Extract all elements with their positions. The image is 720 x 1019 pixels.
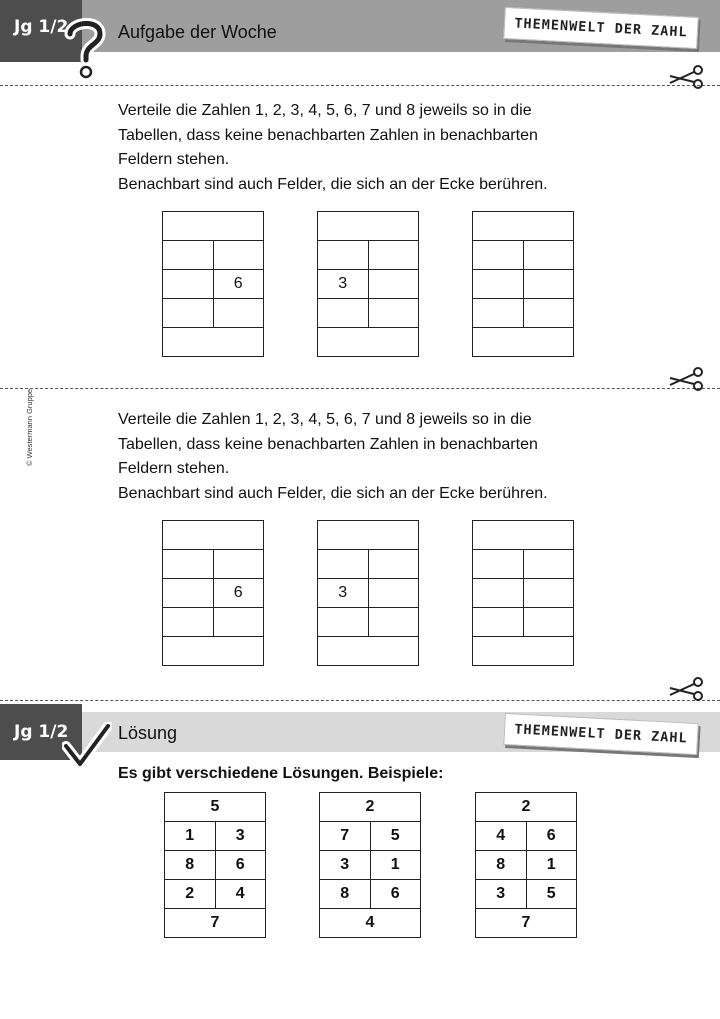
table-cell bbox=[318, 328, 419, 357]
table-cell bbox=[473, 328, 574, 357]
table-cell bbox=[523, 270, 574, 299]
table-cell bbox=[473, 241, 524, 270]
table-cell: 5 bbox=[526, 880, 577, 909]
grade-tag: Jg 1/2 bbox=[0, 0, 82, 62]
table-cell bbox=[213, 608, 264, 637]
table-cell bbox=[368, 550, 419, 579]
table-cell bbox=[473, 299, 524, 328]
number-table bbox=[317, 520, 419, 666]
table-cell bbox=[318, 637, 419, 666]
table-cell: 5 bbox=[165, 793, 266, 822]
table-cell: 4 bbox=[215, 880, 266, 909]
table-cell bbox=[163, 299, 214, 328]
table-cell bbox=[318, 521, 419, 550]
checkmark-icon bbox=[62, 722, 112, 770]
table-cell: 6 bbox=[213, 579, 264, 608]
question-mark-icon bbox=[64, 16, 106, 80]
brand-label: THEMENWELT DER ZAHL bbox=[503, 7, 698, 49]
table-cell bbox=[473, 521, 574, 550]
number-table bbox=[317, 211, 419, 357]
instruction-line: Feldern stehen. bbox=[118, 151, 230, 168]
copyright-note: © Westermann Gruppe bbox=[25, 388, 34, 466]
table-cell: 6 bbox=[526, 822, 577, 851]
number-table bbox=[472, 211, 574, 357]
table-cell: 3 bbox=[476, 880, 527, 909]
table-cell bbox=[318, 212, 419, 241]
table-cell: 7 bbox=[476, 909, 577, 938]
table-cell: 6 bbox=[213, 270, 264, 299]
table-cell bbox=[318, 241, 369, 270]
cut-line bbox=[0, 85, 720, 86]
number-table bbox=[472, 520, 574, 666]
number-table bbox=[319, 792, 421, 938]
table-cell bbox=[318, 299, 369, 328]
table-cell: 4 bbox=[320, 909, 421, 938]
table-cell bbox=[523, 241, 574, 270]
table-cell bbox=[523, 579, 574, 608]
instruction-line: Tabellen, dass keine benachbarten Zahlen in benachbarten bbox=[118, 126, 538, 144]
number-table bbox=[162, 520, 264, 666]
solution-heading: Es gibt verschiedene Lösungen. Beispiele: bbox=[118, 765, 444, 782]
table-cell bbox=[163, 212, 264, 241]
table-cell bbox=[523, 550, 574, 579]
table-cell: 1 bbox=[526, 851, 577, 880]
number-table bbox=[164, 792, 266, 938]
table-cell bbox=[163, 521, 264, 550]
table-cell bbox=[163, 608, 214, 637]
table-cell: 2 bbox=[476, 793, 577, 822]
number-table bbox=[475, 792, 577, 938]
instruction-line: Tabellen, dass keine benachbarten Zahlen in benachbarten bbox=[118, 435, 538, 453]
table-cell: 4 bbox=[476, 822, 527, 851]
cut-line bbox=[0, 388, 720, 389]
instruction-line: Benachbart sind auch Felder, die sich an der Ecke berühren. bbox=[118, 484, 548, 502]
grade-tag: Jg 1/2 bbox=[0, 704, 82, 760]
table-cell bbox=[163, 550, 214, 579]
instruction-line: Verteile die Zahlen 1, 2, 3, 4, 5, 6, 7 und 8 jeweils so in die bbox=[118, 411, 532, 428]
table-cell bbox=[163, 637, 264, 666]
table-cell: 2 bbox=[165, 880, 216, 909]
table-cell bbox=[318, 550, 369, 579]
instruction-line: Benachbart sind auch Felder, die sich an der Ecke berühren. bbox=[118, 175, 548, 193]
instruction-line: Verteile die Zahlen 1, 2, 3, 4, 5, 6, 7 und 8 jeweils so in die bbox=[118, 102, 532, 119]
task-instructions bbox=[118, 408, 618, 506]
number-table bbox=[162, 211, 264, 357]
table-cell: 6 bbox=[370, 880, 421, 909]
table-cell bbox=[473, 608, 524, 637]
table-cell: 3 bbox=[318, 270, 369, 299]
table-cell: 3 bbox=[215, 822, 266, 851]
table-cell: 1 bbox=[165, 822, 216, 851]
table-cell bbox=[213, 550, 264, 579]
table-cell bbox=[213, 241, 264, 270]
scissors-icon bbox=[668, 676, 708, 702]
table-cell bbox=[163, 270, 214, 299]
table-cell bbox=[473, 550, 524, 579]
scissors-icon bbox=[668, 366, 708, 392]
table-cell bbox=[163, 579, 214, 608]
table-cell bbox=[473, 270, 524, 299]
table-cell bbox=[473, 637, 574, 666]
table-cell bbox=[473, 212, 574, 241]
brand-label: THEMENWELT DER ZAHL bbox=[503, 713, 698, 755]
table-cell: 8 bbox=[476, 851, 527, 880]
table-cell bbox=[368, 579, 419, 608]
instruction-line: Feldern stehen. bbox=[118, 460, 230, 477]
page-title: Aufgabe der Woche bbox=[118, 22, 277, 42]
table-cell: 2 bbox=[320, 793, 421, 822]
table-cell bbox=[523, 608, 574, 637]
table-cell bbox=[523, 299, 574, 328]
solution-title: Lösung bbox=[118, 723, 178, 743]
table-cell bbox=[368, 608, 419, 637]
table-cell: 8 bbox=[320, 880, 371, 909]
table-cell: 3 bbox=[318, 579, 369, 608]
table-cell: 6 bbox=[215, 851, 266, 880]
scissors-icon bbox=[668, 64, 708, 90]
table-cell bbox=[163, 328, 264, 357]
table-cell: 5 bbox=[370, 822, 421, 851]
table-cell bbox=[473, 579, 524, 608]
table-cell bbox=[368, 270, 419, 299]
table-cell: 7 bbox=[165, 909, 266, 938]
table-cell bbox=[163, 241, 214, 270]
table-cell: 8 bbox=[165, 851, 216, 880]
table-cell: 7 bbox=[320, 822, 371, 851]
task-instructions bbox=[118, 99, 618, 197]
table-cell: 1 bbox=[370, 851, 421, 880]
table-cell bbox=[318, 608, 369, 637]
table-cell: 3 bbox=[320, 851, 371, 880]
table-cell bbox=[368, 299, 419, 328]
table-cell bbox=[368, 241, 419, 270]
table-cell bbox=[213, 299, 264, 328]
cut-line bbox=[0, 700, 720, 701]
